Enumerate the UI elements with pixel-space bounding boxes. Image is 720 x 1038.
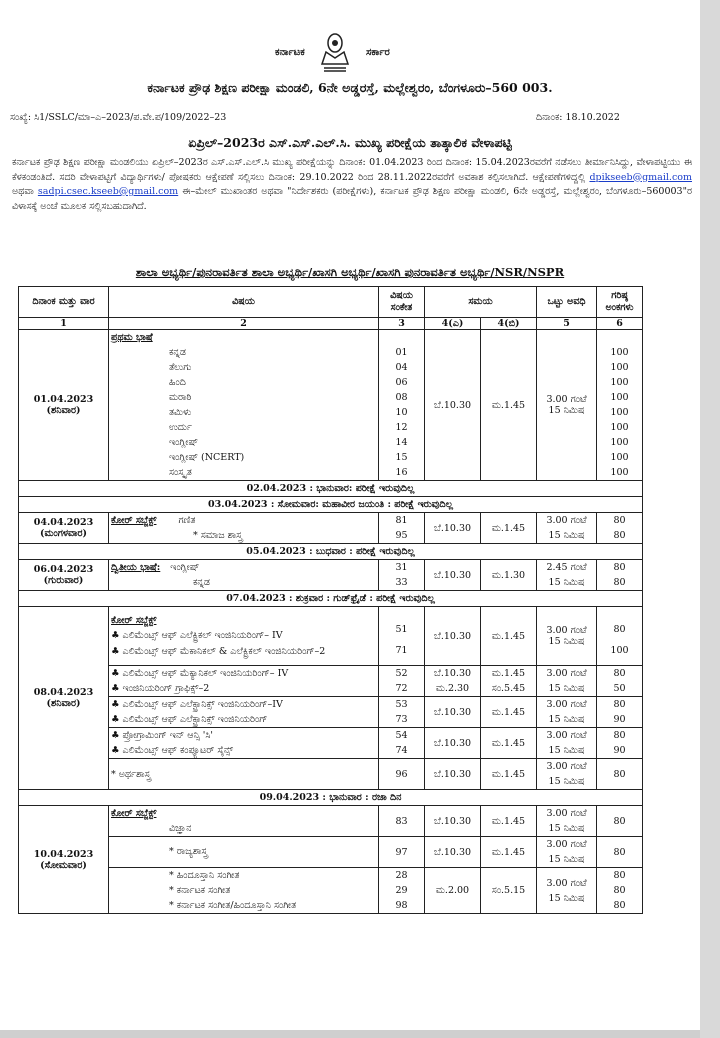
duration-hours: 3.00 ಗಂಟೆ bbox=[546, 761, 587, 772]
max-marks: 100 bbox=[610, 377, 629, 388]
subject-code: 28 bbox=[395, 870, 408, 881]
subject-code: 06 bbox=[395, 377, 408, 388]
subject-group-label: ಕೋರ್ ಸಬ್ಜೆಕ್ಟ್ bbox=[111, 808, 157, 819]
marks-cell bbox=[597, 697, 643, 728]
start-time: ಬೆ.10.30 bbox=[425, 607, 481, 666]
start-time: ಬೆ.10.30 bbox=[433, 668, 472, 679]
subject-name: ಇಂಗ್ಲೀಷ್ (NCERT) bbox=[169, 452, 245, 463]
subject-code: 01 bbox=[395, 347, 408, 358]
max-marks: 80 bbox=[613, 515, 626, 526]
subject-name: * ಸಮಾಜ ಶಾಸ್ತ್ರ bbox=[193, 530, 243, 541]
duration-cell bbox=[537, 806, 597, 837]
state-emblem-icon bbox=[316, 30, 354, 74]
marks-cell bbox=[597, 513, 643, 544]
table-row bbox=[19, 868, 643, 914]
subject-name: ಕನ್ನಡ bbox=[193, 577, 210, 588]
duration-hours: 3.00 ಗಂಟೆ bbox=[546, 699, 587, 710]
max-marks: 100 bbox=[610, 422, 629, 433]
subject-code: 31 bbox=[395, 562, 408, 573]
end-time: ಮ.1.45 bbox=[481, 728, 537, 759]
max-marks: 80 bbox=[613, 885, 626, 896]
duration-minutes: 15 ನಿಮಿಷ bbox=[548, 405, 585, 416]
subject-name: ♣ ಎಲಿಮೆಂಟ್ಸ್ ಆಫ್ ಎಲೆಕ್ಟ್ರಾನಿಕ್ಸ್ ಇಂಜಿನಿಯರಿಂಗ್–IV bbox=[111, 699, 283, 710]
subject-name: ತಮಿಳು bbox=[169, 407, 192, 418]
duration-minutes: 15 ನಿಮಿಷ bbox=[548, 530, 585, 541]
date-cell bbox=[19, 806, 109, 914]
subject-code: 53 bbox=[395, 699, 408, 710]
subject-name: ♣ ಎಲಿಮೆಂಟ್ಸ್ ಆಫ್ ಎಲೆಕ್ಟ್ರಾನಿಕ್ಸ್ ಇಂಜಿನಿಯರಿಂಗ್ bbox=[111, 714, 268, 725]
start-time: ಬೆ.10.30 bbox=[425, 560, 481, 591]
col-number: 4(ಬಿ) bbox=[481, 318, 537, 330]
holiday-row bbox=[19, 481, 643, 497]
code-cell bbox=[379, 666, 425, 697]
col-number: 1 bbox=[19, 318, 109, 330]
candidate-category: ಶಾಲಾ ಅಭ್ಯರ್ಥಿ/ಪುನರಾವರ್ತಿತ ಶಾಲಾ ಅಭ್ಯರ್ಥಿ/ಖಾಸಗಿ ಅಭ್ಯರ್ಥಿ/ಖಾಸಗಿ ಪುನರಾವರ್ತಿತ ಅಭ್ಯರ್ಥಿ/NSR/NSPR bbox=[135, 265, 565, 279]
duration-minutes: 15 ನಿಮಿಷ bbox=[548, 854, 585, 865]
subject-group-label: ದ್ವಿತೀಯ ಭಾಷೆ: bbox=[111, 562, 161, 573]
exam-date: 06.04.2023 bbox=[33, 564, 94, 575]
duration-cell bbox=[537, 697, 597, 728]
date-cell bbox=[19, 560, 109, 591]
end-time: ಮ.1.30 bbox=[481, 560, 537, 591]
end-time: ಮ.1.45 bbox=[481, 607, 537, 666]
subject-name: ♣ ಎಲಿಮೆಂಟ್ಸ್ ಆಫ್ ಮೆಕ್ಯಾನಿಕಲ್ ಇಂಜಿನಿಯರಿಂಗ್– IV bbox=[111, 668, 289, 679]
subject-cell bbox=[109, 868, 379, 914]
max-marks: 100 bbox=[610, 437, 629, 448]
subject-name: ವಿಜ್ಞಾನ bbox=[169, 823, 192, 834]
exam-date: 04.04.2023 bbox=[33, 517, 94, 528]
duration-hours: 3.00 ಗಂಟೆ bbox=[546, 877, 587, 889]
table-row bbox=[19, 837, 643, 868]
table-row bbox=[19, 666, 643, 697]
subject-code: 96 bbox=[379, 759, 425, 790]
subject-code: 54 bbox=[395, 730, 408, 741]
subject-name: ಮರಾಠಿ bbox=[169, 392, 192, 403]
header-subject: ವಿಷಯ bbox=[109, 287, 379, 318]
duration-cell bbox=[537, 607, 597, 666]
header-date-day: ದಿನಾಂಕ ಮತ್ತು ವಾರ bbox=[19, 287, 109, 318]
subject-code: 08 bbox=[395, 392, 408, 403]
notice-text-3: ಈ–ಮೇಲ್ ಮುಖಾಂತರ ಅಥವಾ "ನಿರ್ದೇಶಕರು (ಪರೀಕ್ಷೆಗಳು), ಕರ್ನಾಟಕ ಪ್ರೌಢ ಶಿಕ್ಷಣ ಪರೀಕ್ಷಾ ಮಂಡಲಿ, 6ನೇ ಅಡ್ಡರಸ್ತೆ, ಮಲ್ಲೇಶ್ವರಂ, ಬೆಂಗಳೂರು–560003"ರ ವಿಳಾಸಕ್ಕೆ ಅಂಚೆ ಮೂಲಕ ಸಲ್ಲಿಸಬಹುದಾಗಿದೆ. bbox=[12, 186, 692, 212]
board-name: ಕರ್ನಾಟಕ ಪ್ರೌಢ ಶಿಕ್ಷಣ ಪರೀಕ್ಷಾ ಮಂಡಲಿ, 6ನೇ ಅಡ್ಡರಸ್ತೆ, ಮಲ್ಲೇಶ್ವರಂ, ಬೆಂಗಳೂರು–560 003. bbox=[147, 80, 553, 95]
start-time: ಬೆ.10.30 bbox=[425, 759, 481, 790]
table-row bbox=[19, 513, 643, 544]
marks-cell bbox=[597, 728, 643, 759]
subject-code: 95 bbox=[395, 530, 408, 541]
subject-cell bbox=[109, 330, 379, 481]
table-row bbox=[19, 607, 643, 666]
duration-cell bbox=[537, 759, 597, 790]
start-time-cell bbox=[425, 666, 481, 697]
code-cell bbox=[379, 868, 425, 914]
table-row bbox=[19, 560, 643, 591]
right-edge bbox=[700, 0, 720, 1038]
exam-date: 10.04.2023 bbox=[33, 848, 94, 860]
duration-hours: 3.00 ಗಂಟೆ bbox=[546, 668, 587, 679]
state-name-right: ಸರ್ಕಾರ bbox=[366, 47, 390, 58]
date-cell bbox=[19, 330, 109, 481]
subject-code: 72 bbox=[395, 683, 408, 694]
exam-date: 01.04.2023 bbox=[33, 394, 94, 405]
subject-name: * ಕರ್ನಾಟಕ ಸಂಗೀತ bbox=[169, 885, 231, 896]
col-number: 2 bbox=[109, 318, 379, 330]
duration-minutes: 15 ನಿಮಿಷ bbox=[548, 636, 585, 647]
holiday-note: 03.04.2023 : ಸೋಮವಾರ: ಮಹಾವೀರ ಜಯಂತಿ : ಪರೀಕ್ಷೆ ಇರುವುದಿಲ್ಲ bbox=[19, 497, 643, 513]
exam-day: (ಸೋಮವಾರ) bbox=[40, 859, 87, 871]
max-marks: 80 bbox=[597, 806, 643, 837]
subject-code: 12 bbox=[395, 422, 408, 433]
max-marks: 80 bbox=[613, 730, 626, 741]
holiday-row bbox=[19, 591, 643, 607]
subject-cell bbox=[109, 697, 379, 728]
col-number: 5 bbox=[537, 318, 597, 330]
subject-name: ಗಣಿತ bbox=[178, 515, 196, 526]
marks-cell bbox=[597, 560, 643, 591]
col-number: 4(ಎ) bbox=[425, 318, 481, 330]
subject-code: 15 bbox=[395, 452, 408, 463]
subject-cell bbox=[109, 607, 379, 666]
holiday-note: 07.04.2023 : ಶುಕ್ರವಾರ : ಗುಡ್‌ಫ್ರೈಡೆ : ಪರೀಕ್ಷೆ ಇರುವುದಿಲ್ಲ bbox=[19, 591, 643, 607]
duration-cell bbox=[537, 330, 597, 481]
holiday-row bbox=[19, 544, 643, 560]
subject-cell bbox=[109, 666, 379, 697]
header-code: ವಿಷಯ ಸಂಕೇತ bbox=[379, 287, 425, 318]
subject-cell bbox=[109, 837, 379, 868]
max-marks: 80 bbox=[613, 577, 626, 588]
subject-name: ಹಿಂದಿ bbox=[169, 377, 186, 388]
max-marks: 100 bbox=[610, 392, 629, 403]
subject-name: ಇಂಗ್ಲೀಷ್ bbox=[169, 437, 198, 448]
holiday-note: 09.04.2023 : ಭಾನುವಾರ : ರಜಾ ದಿನ bbox=[19, 790, 643, 806]
duration-minutes: 15 ನಿಮಿಷ bbox=[548, 823, 585, 834]
max-marks: 100 bbox=[610, 467, 629, 478]
duration-minutes: 15 ನಿಮಿಷ bbox=[548, 714, 585, 725]
subject-code: 83 bbox=[379, 806, 425, 837]
email-link-sadpi[interactable]: sadpi.csec.kseeb@gmail.com bbox=[37, 186, 179, 197]
col-number: 3 bbox=[379, 318, 425, 330]
duration-cell bbox=[537, 513, 597, 544]
column-number-row bbox=[19, 318, 643, 330]
duration-hours: 3.00 ಗಂಟೆ bbox=[546, 625, 587, 636]
start-time: ಮ.2.00 bbox=[425, 868, 481, 914]
max-marks: 100 bbox=[610, 362, 629, 373]
subject-name: * ಹಿಂದೂಸ್ತಾನಿ ಸಂಗೀತ bbox=[169, 870, 240, 881]
subject-group-label: ಕೋರ್ ಸಬ್ಜೆಕ್ಟ್ bbox=[111, 515, 157, 526]
subject-name: ಸಂಸ್ಕೃತ bbox=[169, 467, 192, 478]
end-time: ಸಂ.5.45 bbox=[491, 683, 526, 694]
subject-cell bbox=[109, 806, 379, 837]
start-time: ಬೆ.10.30 bbox=[425, 837, 481, 868]
subject-group-label: ಪ್ರಥಮ ಭಾಷೆ bbox=[111, 332, 153, 343]
duration-minutes: 15 ನಿಮಿಷ bbox=[548, 577, 585, 588]
timetable bbox=[18, 286, 643, 914]
notice-text-1: ಕರ್ನಾಟಕ ಪ್ರೌಢ ಶಿಕ್ಷಣ ಪರೀಕ್ಷಾ ಮಂಡಲಿಯು ಏಪ್ರಿಲ್–2023ರ ಎಸ್.ಎಸ್.ಎಲ್.ಸಿ ಮುಖ್ಯ ಪರೀಕ್ಷೆಯನ್ನು ದಿನಾಂಕ: 01.04.2023 ರಿಂದ ದಿನಾಂಕ: 15.04.2023ರವರೆಗೆ ನಡೆಸಲು ತೀರ್ಮಾನಿಸಿದ್ದು, ವೇಳಾಪಟ್ಟಿಯು ಈ ಕೆಳಕಂಡಂತಿದೆ. ಸದರಿ ವೇಳಾಪಟ್ಟಿಗೆ ವಿದ್ಯಾರ್ಥಿಗಳು/ ಪೋಷಕರು ಆಕ್ಷೇಪಣೆ ಸಲ್ಲಿಸಲು ದಿನಾಂಕ: 29.10.2022 ರಿಂದ 28.11.2022ರವರೆಗೆ ಅವಕಾಶ ಕಲ್ಪಿಸಲಾಗಿದೆ. ಆಕ್ಷೇಪಣೆಗಳಿದ್ದಲ್ಲಿ bbox=[12, 157, 692, 183]
subject-name: * ರಾಜ್ಯಶಾಸ್ತ್ರ bbox=[169, 846, 208, 857]
max-marks: 80 bbox=[613, 530, 626, 541]
marks-cell bbox=[597, 868, 643, 914]
reference-number: ಸಂಖ್ಯೆ: ಸಿ1/SSLC/ಮಾ–ಎ–2023/ಪ.ವೇ.ಪ/109/2022–23 bbox=[10, 112, 227, 123]
subject-name: ತೆಲುಗು bbox=[169, 362, 192, 373]
duration-hours: 3.00 ಗಂಟೆ bbox=[546, 839, 587, 850]
code-cell bbox=[379, 560, 425, 591]
max-marks: 80 bbox=[597, 837, 643, 868]
end-time: ಮ.1.45 bbox=[481, 513, 537, 544]
date-cell bbox=[19, 513, 109, 544]
holiday-note: 05.04.2023 : ಬುಧವಾರ : ಪರೀಕ್ಷೆ ಇರುವುದಿಲ್ಲ bbox=[19, 544, 643, 560]
subject-cell bbox=[109, 513, 379, 544]
duration-minutes: 15 ನಿಮಿಷ bbox=[548, 892, 585, 904]
end-time-cell bbox=[481, 666, 537, 697]
bottom-edge bbox=[0, 1030, 700, 1038]
duration-minutes: 15 ನಿಮಿಷ bbox=[548, 683, 585, 694]
subject-code: 33 bbox=[395, 577, 408, 588]
start-time: ಬೆ.10.30 bbox=[425, 697, 481, 728]
duration-hours: 2.45 ಗಂಟೆ bbox=[546, 562, 587, 573]
table-row bbox=[19, 806, 643, 837]
subject-code: 52 bbox=[395, 668, 408, 679]
end-time: ಮ.1.45 bbox=[481, 330, 537, 481]
marks-cell bbox=[597, 607, 643, 666]
header-time: ಸಮಯ bbox=[425, 287, 537, 318]
duration-hours: 3.00 ಗಂಟೆ bbox=[546, 730, 587, 741]
max-marks: 50 bbox=[613, 683, 626, 694]
header-duration: ಒಟ್ಟು ಅವಧಿ bbox=[537, 287, 597, 318]
subject-code: 74 bbox=[395, 745, 408, 756]
notice-text-2: ಅಥವಾ bbox=[12, 186, 34, 197]
subject-code: 81 bbox=[395, 515, 408, 526]
end-time: ಮ.1.45 bbox=[481, 806, 537, 837]
duration-hours: 3.00 ಗಂಟೆ bbox=[546, 808, 587, 819]
date-cell bbox=[19, 607, 109, 790]
exam-date: 08.04.2023 bbox=[33, 687, 94, 698]
duration-cell bbox=[537, 560, 597, 591]
code-cell bbox=[379, 697, 425, 728]
state-name-left: ಕರ್ನಾಟಕ bbox=[275, 47, 305, 58]
subject-code: 04 bbox=[395, 362, 408, 373]
max-marks: 100 bbox=[610, 452, 629, 463]
marks-cell bbox=[597, 330, 643, 481]
header-max-marks: ಗರಿಷ್ಠ ಅಂಕಗಳು bbox=[597, 287, 643, 318]
duration-hours: 3.00 ಗಂಟೆ bbox=[546, 394, 587, 405]
max-marks: 90 bbox=[613, 714, 626, 725]
code-cell bbox=[379, 513, 425, 544]
duration-cell bbox=[537, 868, 597, 914]
marks-cell bbox=[597, 666, 643, 697]
subject-name: ಉರ್ದು bbox=[169, 422, 192, 433]
max-marks: 100 bbox=[610, 407, 629, 418]
subject-name: ಇಂಗ್ಲೀಷ್ bbox=[170, 562, 200, 573]
end-time: ಮ.1.45 bbox=[481, 759, 537, 790]
subject-cell bbox=[109, 759, 379, 790]
end-time: ಮ.1.45 bbox=[491, 668, 526, 679]
start-time: ಬೆ.10.30 bbox=[425, 330, 481, 481]
page-title: ಏಪ್ರಿಲ್–2023ರ ಎಸ್.ಎಸ್.ಎಲ್.ಸಿ. ಮುಖ್ಯ ಪರೀಕ್ಷೆಯ ತಾತ್ಕಾಲಿಕ ವೇಳಾಪಟ್ಟಿ bbox=[188, 135, 512, 150]
subject-name: ♣ ಎಲಿಮೆಂಟ್ಸ್ ಆಫ್ ಮೆಕಾನಿಕಲ್ & ಎಲೆಕ್ಟ್ರಿಕಲ್ ಇಂಜಿನಿಯರಿಂಗ್–2 bbox=[111, 645, 326, 657]
subject-name: * ಅರ್ಥಶಾಸ್ತ್ರ bbox=[111, 768, 151, 780]
subject-code: 14 bbox=[395, 437, 408, 448]
holiday-row bbox=[19, 790, 643, 806]
code-cell bbox=[379, 607, 425, 666]
start-time: ಬೆ.10.30 bbox=[425, 806, 481, 837]
exam-day: (ಮಂಗಳವಾರ) bbox=[39, 528, 87, 539]
code-cell bbox=[379, 728, 425, 759]
table-header-row bbox=[19, 287, 643, 318]
subject-cell bbox=[109, 560, 379, 591]
exam-day: (ಶನಿವಾರ) bbox=[46, 405, 81, 416]
max-marks: 80 bbox=[613, 624, 626, 635]
duration-cell bbox=[537, 666, 597, 697]
duration-cell bbox=[537, 837, 597, 868]
max-marks: 80 bbox=[613, 562, 626, 573]
notice-paragraph bbox=[12, 156, 692, 214]
max-marks: 80 bbox=[613, 668, 626, 679]
duration-hours: 3.00 ಗಂಟೆ bbox=[546, 515, 587, 526]
holiday-note: 02.04.2023 : ಭಾನುವಾರ: ಪರೀಕ್ಷೆ ಇರುವುದಿಲ್ಲ bbox=[19, 481, 643, 497]
max-marks: 80 bbox=[613, 870, 626, 881]
max-marks: 80 bbox=[613, 699, 626, 710]
start-time: ಮ.2.30 bbox=[435, 683, 470, 694]
holiday-row bbox=[19, 497, 643, 513]
subject-name: ♣ ಇಂಜಿನಿಯರಿಂಗ್ ಗ್ರಾಫಿಕ್ಸ್–2 bbox=[111, 683, 210, 694]
duration-cell bbox=[537, 728, 597, 759]
subject-name: ♣ ಎಲಿಮೆಂಟ್ಸ್ ಆಫ್ ಕಂಪ್ಯೂಟರ್ ಸೈನ್ಸ್ bbox=[111, 745, 234, 756]
subject-code: 29 bbox=[395, 885, 408, 896]
exam-day: (ಗುರುವಾರ) bbox=[43, 575, 84, 586]
end-time: ಸಂ.5.15 bbox=[481, 868, 537, 914]
subject-code: 98 bbox=[395, 900, 408, 911]
exam-day: (ಶನಿವಾರ) bbox=[46, 698, 81, 709]
subject-name: ಕನ್ನಡ bbox=[169, 347, 186, 358]
email-link-dpikseeb[interactable]: dpikseeb@gmail.com bbox=[589, 171, 692, 183]
max-marks: 80 bbox=[613, 900, 626, 911]
table-row bbox=[19, 330, 643, 481]
table-row bbox=[19, 697, 643, 728]
subject-name: ♣ ಪ್ರೋಗ್ರಾಮಿಂಗ್ ಇನ್ ಆನ್ಸಿ 'ಸಿ' bbox=[111, 730, 214, 741]
subject-code: 51 bbox=[395, 624, 408, 635]
subject-code: 16 bbox=[395, 467, 408, 478]
subject-code: 97 bbox=[379, 837, 425, 868]
code-cell bbox=[379, 330, 425, 481]
end-time: ಮ.1.45 bbox=[481, 697, 537, 728]
end-time: ಮ.1.45 bbox=[481, 837, 537, 868]
col-number: 6 bbox=[597, 318, 643, 330]
start-time: ಬೆ.10.30 bbox=[425, 728, 481, 759]
max-marks: 100 bbox=[610, 347, 629, 358]
subject-name: ♣ ಎಲಿಮೆಂಟ್ಸ್ ಆಫ್ ಎಲೆಕ್ಟ್ರಿಕಲ್ ಇಂಜಿನಿಯರಿಂಗ್– IV bbox=[111, 629, 283, 641]
subject-code: 73 bbox=[395, 714, 408, 725]
subject-cell bbox=[109, 728, 379, 759]
duration-minutes: 15 ನಿಮಿಷ bbox=[548, 745, 585, 756]
table-row bbox=[19, 728, 643, 759]
max-marks: 80 bbox=[597, 759, 643, 790]
issue-date: ದಿನಾಂಕ: 18.10.2022 bbox=[536, 112, 620, 123]
max-marks: 90 bbox=[613, 745, 626, 756]
subject-code: 10 bbox=[395, 407, 408, 418]
table-row bbox=[19, 759, 643, 790]
start-time: ಬೆ.10.30 bbox=[425, 513, 481, 544]
duration-minutes: 15 ನಿಮಿಷ bbox=[548, 776, 585, 787]
subject-name: * ಕರ್ನಾಟಕ ಸಂಗೀತ/ಹಿಂದೂಸ್ತಾನಿ ಸಂಗೀತ bbox=[169, 900, 297, 911]
subject-code: 71 bbox=[395, 645, 408, 656]
max-marks: 100 bbox=[610, 645, 629, 656]
subject-group-label: ಕೋರ್ ಸಬ್ಜೆಕ್ಟ್ bbox=[111, 614, 157, 626]
